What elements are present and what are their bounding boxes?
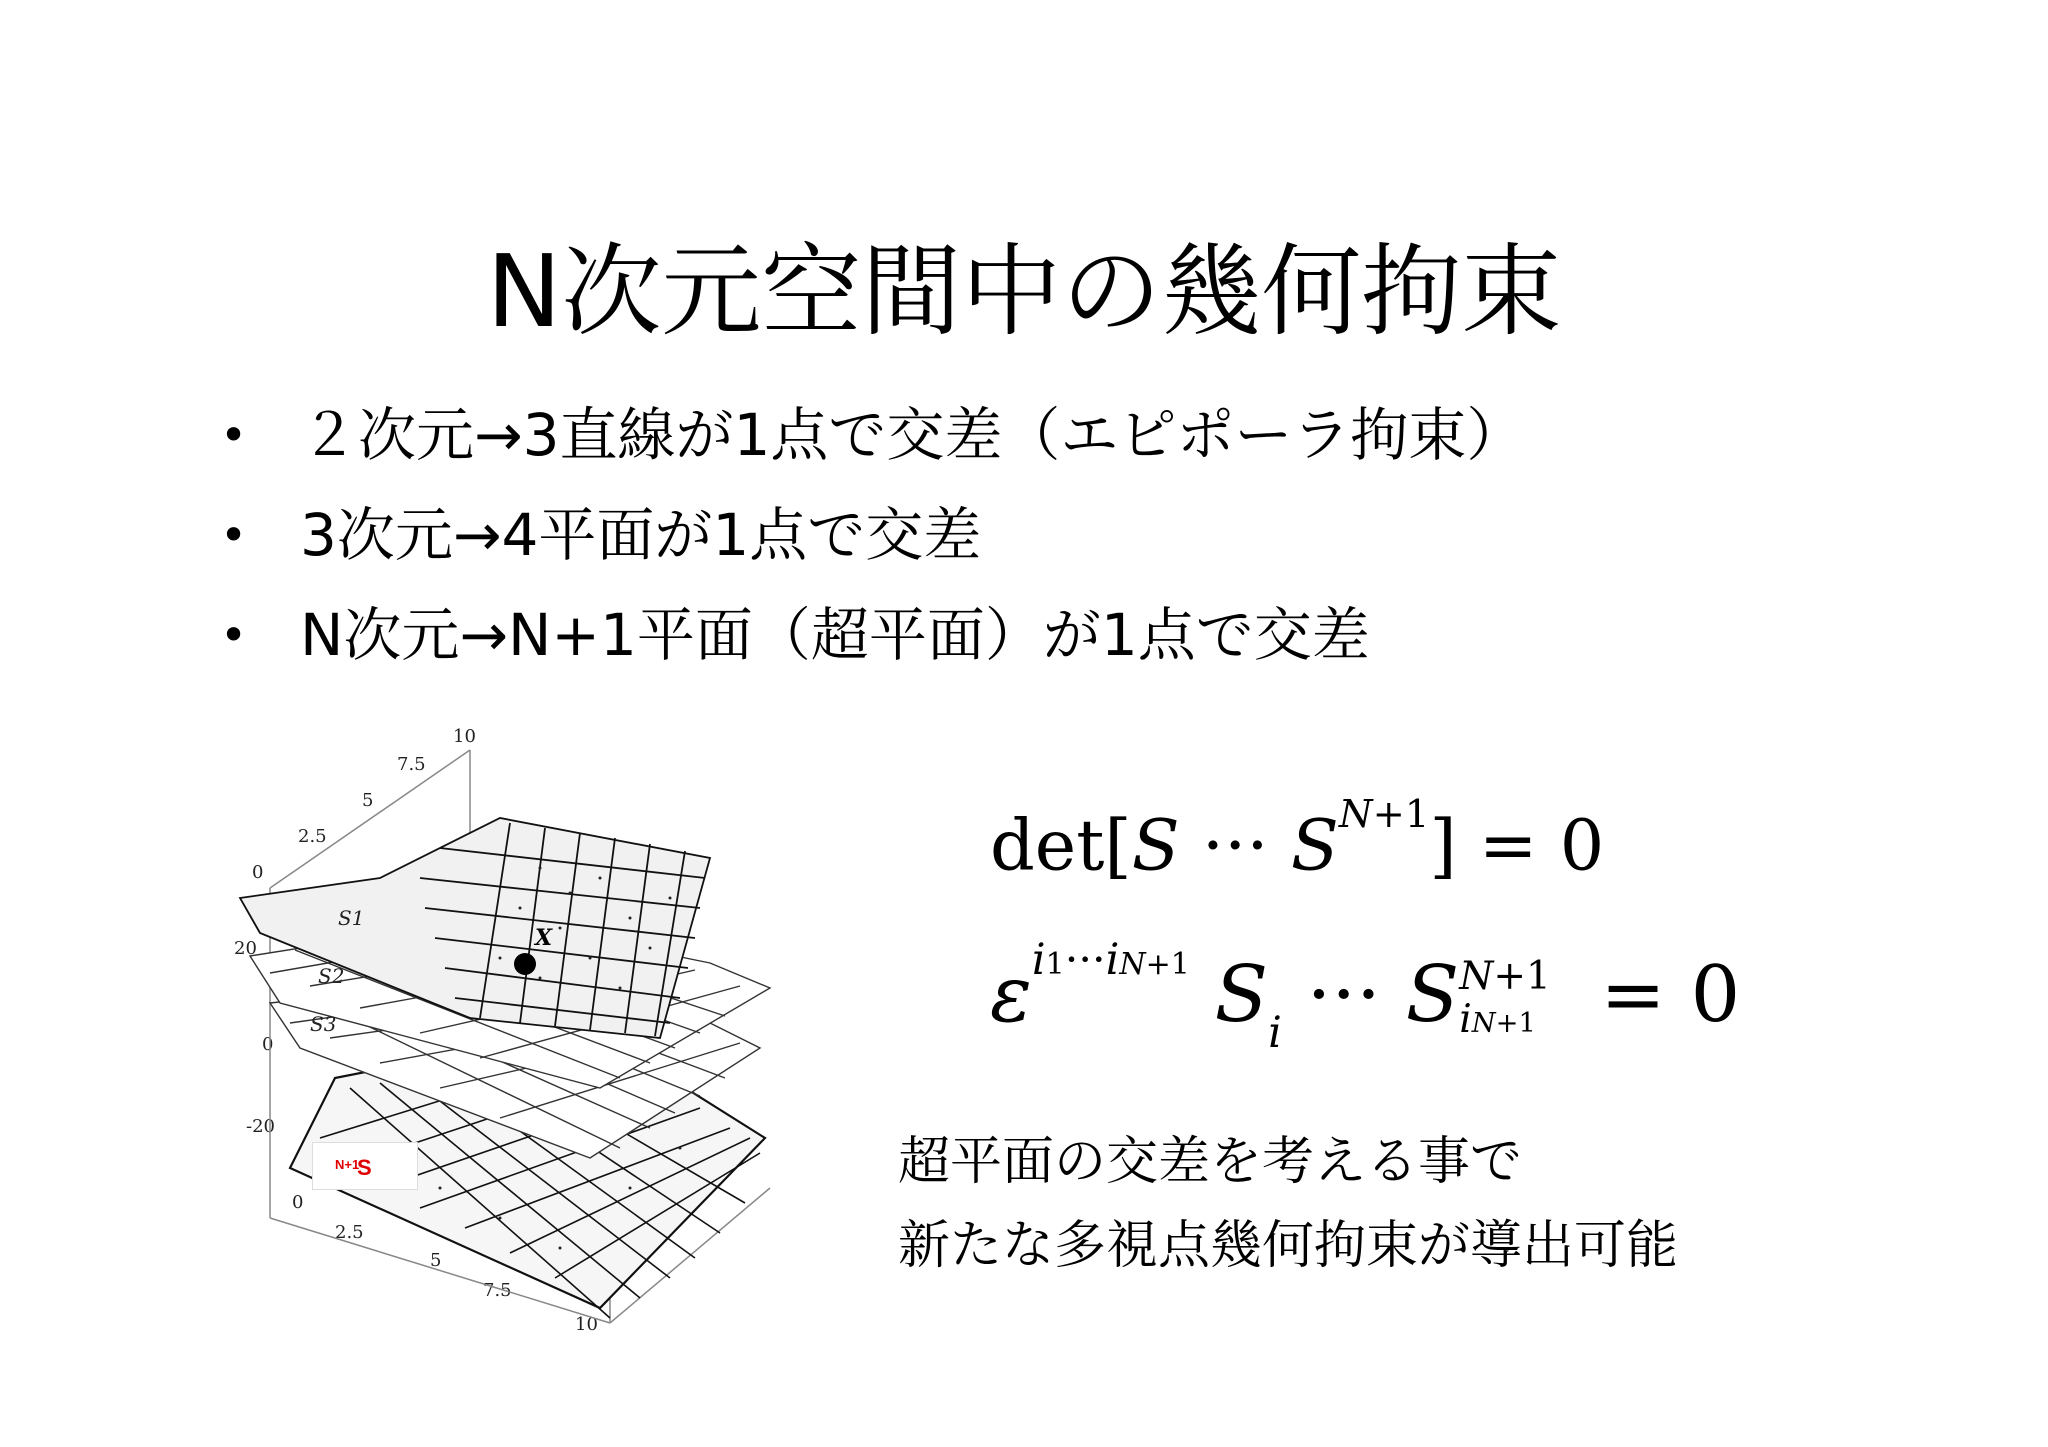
bullet-item: • N次元→N+1平面（超平面）が1点で交差 — [220, 601, 1370, 669]
equation-determinant: det[S ··· $S^{N+1}] = 0$ — [990, 792, 1605, 887]
surface-label-box — [312, 1142, 418, 1190]
bullet-item: • 3次元→4平面が1点で交差 — [220, 501, 982, 569]
axis-tick: 0 — [292, 1192, 304, 1213]
hyperplane-figure — [234, 718, 800, 1338]
surface-label: S3 — [310, 1012, 337, 1036]
bullet-item: • ２次元→3直線が1点で交差（エピポーラ拘束） — [220, 401, 1525, 469]
surface-label-red: S N+1 — [335, 1155, 372, 1180]
axis-tick: 2.5 — [298, 826, 327, 847]
axis-tick: -20 — [246, 1116, 275, 1137]
bullet-list — [220, 385, 1524, 685]
axis-tick: 20 — [234, 938, 257, 959]
point-label: X — [535, 925, 553, 951]
equation-epsilon: $\varepsilon^{i1\cdot\cdot\cdot iN+1}$ $S_i$ ··· SN+1 iN+1 = 0 — [990, 935, 1741, 1058]
caption-line: 新たな多視点幾何拘束が導出可能 — [898, 1216, 1679, 1276]
axis-tick: 2.5 — [335, 1222, 364, 1243]
axis-tick: 5 — [430, 1250, 442, 1271]
axis-tick: 5 — [362, 790, 374, 811]
axis-tick: 7.5 — [397, 754, 426, 775]
caption-line: 超平面の交差を考える事で — [898, 1132, 1523, 1192]
surface-label: S1 — [338, 906, 365, 930]
surface-label: S2 — [318, 964, 345, 988]
page-title: N次元空間中の幾何拘束 — [486, 233, 1562, 350]
axis-tick: 10 — [575, 1314, 598, 1335]
axis-tick: 0 — [252, 862, 264, 883]
intersection-point — [514, 953, 536, 975]
axis-tick: 7.5 — [483, 1280, 512, 1301]
axis-tick: 10 — [453, 726, 476, 747]
caption — [898, 1120, 1678, 1288]
axis-tick: 0 — [262, 1034, 274, 1055]
